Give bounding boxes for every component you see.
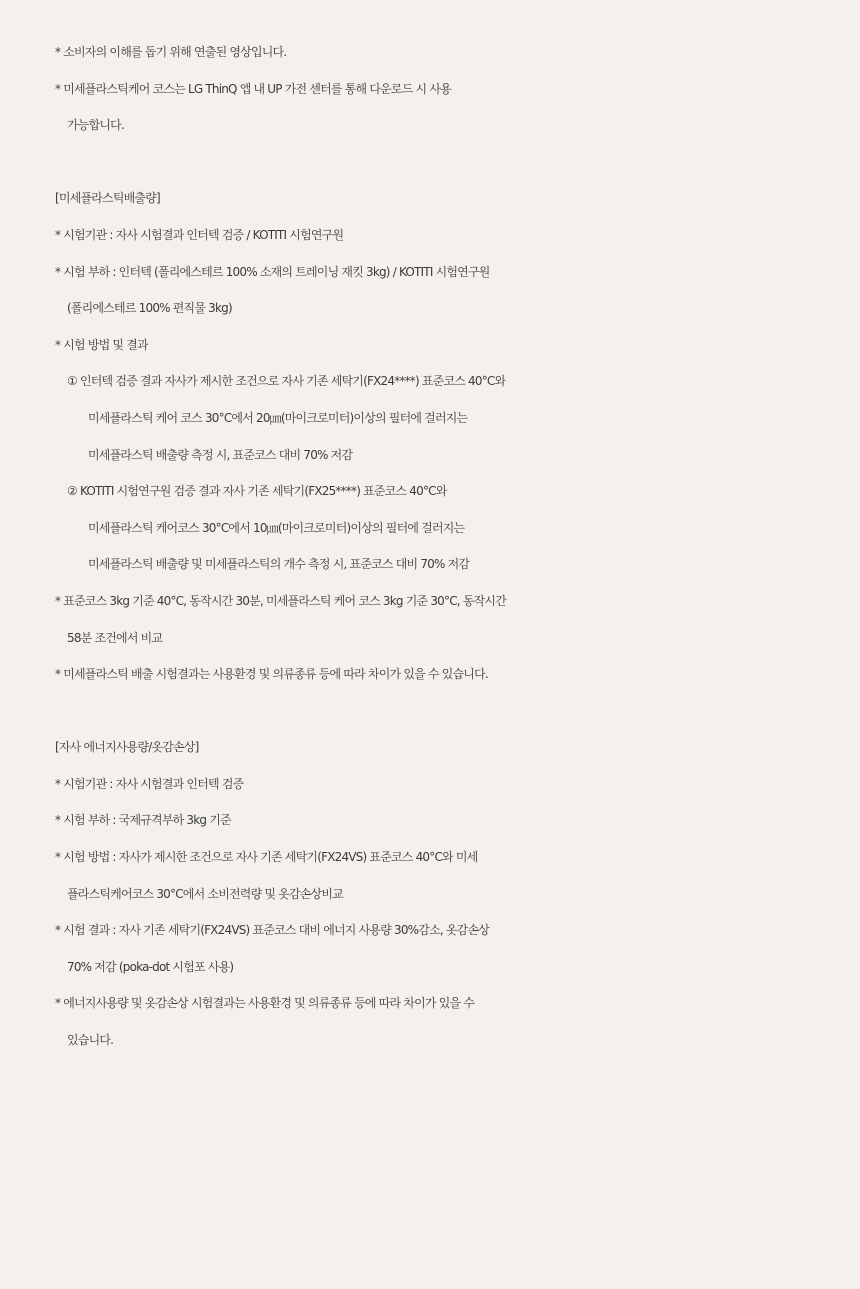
note-line: 가능합니다. <box>67 118 124 133</box>
note-line: * 시험 결과 : 자사 기존 세탁기(FX24VS) 표준코스 대비 에너지 사용량 30%감소, 옷감손상 <box>55 923 490 938</box>
note-line: * 시험기관 : 자사 시험결과 인터텍 검증 <box>55 776 244 791</box>
note-line: * 시험 부하 : 인터텍 (폴리에스테르 100% 소재의 트레이닝 재킷 3kg) / KOTITI 시험연구원 <box>55 264 490 279</box>
section-header-microplastic: [미세플라스틱배출량] <box>55 191 160 206</box>
note-line: * 시험 방법 및 결과 <box>55 337 148 352</box>
note-line: * 시험 방법 : 자사가 제시한 조건으로 자사 기존 세탁기(FX24VS) 표준코스 40°C와 미세 <box>55 850 478 865</box>
note-line: * 소비자의 이해를 돕기 위해 연출된 영상입니다. <box>55 45 287 59</box>
note-line: * 미세플라스틱케어 코스는 LG ThinQ 앱 내 UP 가전 센터를 통해 다운로드 시 사용 <box>55 81 451 96</box>
section-header-energy: [자사 에너지사용량/옷감손상] <box>55 740 199 755</box>
note-line: 있습니다. <box>67 1033 114 1048</box>
note-line: * 미세플라스틱 배출 시험결과는 사용환경 및 의류종류 등에 따라 차이가 있을 수 있습니다. <box>55 667 488 682</box>
note-line: 미세플라스틱 배출량 및 미세플라스틱의 개수 측정 시, 표준코스 대비 70% 저감 <box>88 557 470 572</box>
note-line: * 시험 부하 : 국제규격부하 3kg 기준 <box>55 813 231 828</box>
spacer <box>55 693 860 730</box>
note-line: 플라스틱케어코스 30°C에서 소비전력량 및 옷감손상비교 <box>67 886 343 901</box>
note-line: * 시험기관 : 자사 시험결과 인터텍 검증 / KOTITI 시험연구원 <box>55 227 344 242</box>
note-line: 미세플라스틱 배출량 측정 시, 표준코스 대비 70% 저감 <box>88 447 353 462</box>
note-line: * 에너지사용량 및 옷감손상 시험결과는 사용환경 및 의류종류 등에 따라 차이가 있을 수 <box>55 996 475 1011</box>
note-line: ② KOTITI 시험연구원 검증 결과 자사 기존 세탁기(FX25****) 표준코스 40°C와 <box>67 484 447 499</box>
note-line: ① 인터텍 검증 결과 자사가 제시한 조건으로 자사 기존 세탁기(FX24****) 표준코스 40°C와 <box>67 374 506 389</box>
note-line: * 표준코스 3kg 기준 40°C, 동작시간 30분, 미세플라스틱 케어 코스 3kg 기준 30°C, 동작시간 <box>55 593 506 608</box>
note-line: 미세플라스틱 케어 코스 30°C에서 20㎛(마이크로미터)이상의 필터에 걸러지는 <box>88 410 468 425</box>
note-line: 58분 조건에서 비교 <box>67 630 163 645</box>
spacer <box>55 144 860 181</box>
note-line: 70% 저감 (poka-dot 시험포 사용) <box>67 959 234 974</box>
note-line: 미세플라스틱 케어코스 30°C에서 10㎛(마이크로미터)이상의 필터에 걸러지는 <box>88 520 465 535</box>
note-line: (폴리에스테르 100% 편직물 3kg) <box>67 301 232 316</box>
